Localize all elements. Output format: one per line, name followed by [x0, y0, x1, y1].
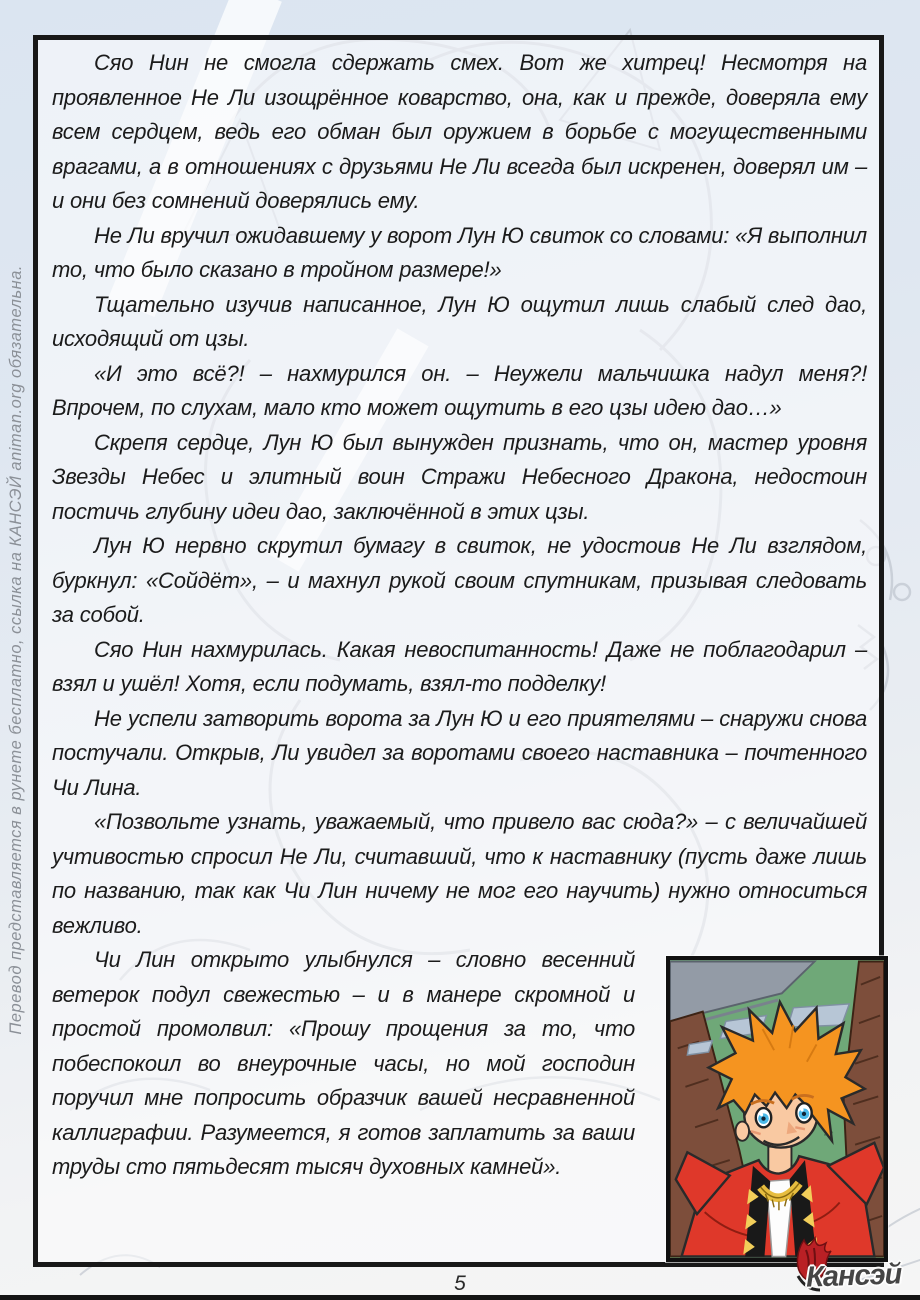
story-paragraph: Не Ли вручил ожидавшему у ворот Лун Ю свиток со словами: «Я выполнил то, что было сказано в тройном размере!»	[52, 222, 867, 282]
character-illustration	[670, 960, 884, 1258]
story-paragraph: «Позвольте узнать, уважаемый, что привело вас сюда?» – с величайшей учтивостью спросил Не Ли, считавший, что к наставнику (пусть даже лишь по названию, так как Чи Лин ничему не мог его научить) нужно относиться вежливо.	[52, 809, 867, 938]
page-number: 5	[454, 1272, 466, 1295]
ear	[736, 1122, 749, 1141]
sidebar-credit-text: Перевод представляется в рунете бесплатно, ссылка на КАНСЭЙ animan.org обязательна.	[6, 265, 25, 1035]
story-paragraph: Не успели затворить ворота за Лун Ю и его приятелями – снаружи снова постучали. Открыв, Ли увидел за воротами своего наставника – почтенного Чи Лина.	[52, 705, 867, 800]
story-paragraph: Скрепя сердце, Лун Ю был вынужден признать, что он, мастер уровня Звезды Небес и элитный воин Стражи Небесного Дракона, недостоин постичь глубину идеи дао, заключённой в этих цзы.	[52, 429, 867, 524]
character-illustration-panel	[666, 956, 888, 1262]
story-paragraph: Тщательно изучив написанное, Лун Ю ощутил лишь слабый след дао, исходящий от цзы.	[52, 291, 867, 351]
story-paragraph: Сяо Нин не смогла сдержать смех. Вот же хитрец! Несмотря на проявленное Не Ли изощрённое коварство, она, как и прежде, доверяла ему всем сердцем, ведь его обман был оружием в борьбе с могущественными врагами, а в отношениях с друзьями Не Ли всегда был искренен, доверял им – и они без сомнений доверялись ему.	[52, 50, 867, 213]
story-paragraph: «И это всё?! – нахмурился он. – Неужели мальчишка надул меня?! Впрочем, по слухам, мало кто может ощутить в его цзы идею дао…»	[52, 360, 867, 420]
bottom-black-bar	[0, 1295, 920, 1300]
story-paragraph: Сяо Нин нахмурилась. Какая невоспитанность! Даже не поблагодарил – взял и ушёл! Хотя, если подумать, взял-то подделку!	[52, 636, 867, 696]
kansei-logo-text: Кансэй	[805, 1258, 902, 1294]
story-paragraph: Лун Ю нервно скрутил бумагу в свиток, не удостоив Не Ли взглядом, буркнул: «Сойдёт», – и махнул рукой своим спутникам, призывая следовать за собой.	[52, 533, 867, 627]
sidebar-credit	[1, 0, 31, 1300]
story-paragraph: Чи Лин открыто улыбнулся – словно весенний ветерок подул свежестью – и в манере скромной и простой промолвил: «Прошу прощения за то, что побеспокоил во внеурочные часы, но мой господин поручил мне попросить образчик вашей несравненной каллиграфии. Разумеется, я готов заплатить за ваши труды сто пятьдесят тысяч духовных камней».	[52, 947, 635, 1179]
kansei-logo	[788, 1236, 916, 1298]
